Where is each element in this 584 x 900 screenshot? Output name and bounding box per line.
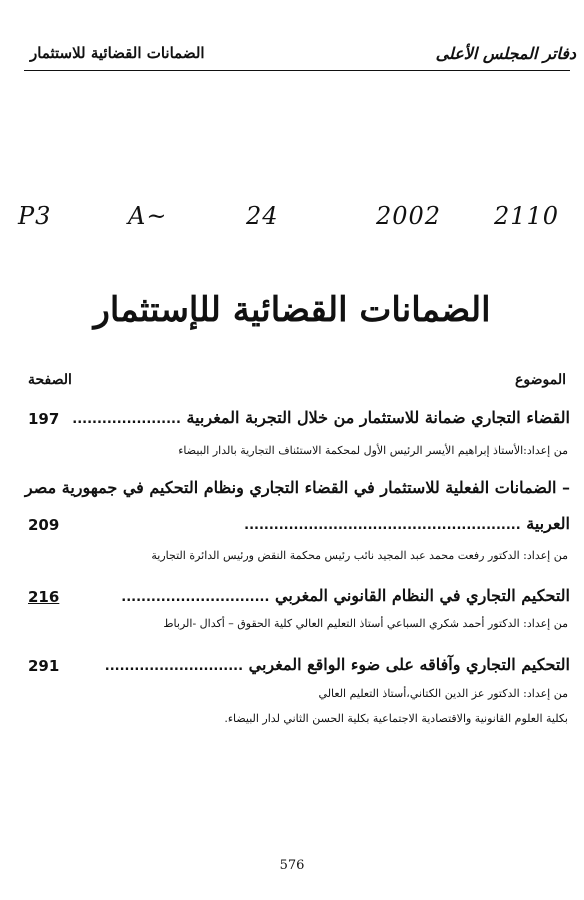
entry-1-author: من إعداد:الأستاذ إبراهيم الأيسر الرئيس الأول لمحكمة الاستئناف التجارية بالدار البيضاء [178,444,568,457]
entry-4-page: 291 [28,657,60,675]
entry-2-author: من إعداد: الدكتور رفعت محمد عبد المجيد نائب رئيس محكمة النقض ورئيس الدائرة التجارية [151,549,568,562]
handwritten-p: P3 [18,202,52,230]
handwritten-year: 2002 [376,202,442,230]
entry-4-author: من إعداد: الدكتور عز الدين الكتاني،أستاذ التعليم العالي [318,687,568,700]
entry-1-title: القضاء التجاري ضمانة للاستثمار من خلال التجربة المغربية ...................... [72,408,570,427]
handwritten-code: 2110 [494,202,560,230]
entry-2-title-cont: العربية ........................................................ [244,514,570,533]
handwritten-a: A~ [128,202,168,230]
running-title: الضمانات القضائية للاستثمار [30,44,205,62]
handwritten-num: 24 [246,202,279,230]
entry-3-page: 216 [28,588,60,606]
header-rule [24,70,570,71]
entry-3-title: التحكيم التجاري في النظام القانوني المغربي .............................. [121,586,570,605]
entry-3-author: من إعداد: الدكتور أحمد شكري السباعي أستاذ التعليم العالي كلية الحقوق – أكدال -الرباط [163,617,568,630]
page-number: 576 [279,858,305,873]
entry-2-page: 209 [28,516,60,534]
main-title: الضمانات القضائية للإستثمار [93,290,491,330]
page-column-heading: الصفحة [28,372,72,388]
entry-1-page: 197 [28,410,60,428]
entry-4-author-line2: بكلية العلوم القانونية والاقتصادية الاجتماعية بكلية الحسن الثاني لدار البيضاء. [224,712,568,725]
entry-4-title: التحكيم التجاري وآفاقه على ضوء الواقع المغربي ............................ [104,655,570,674]
journal-name: دفاتر المجلس الأعلى [435,44,576,63]
entry-2-title: – الضمانات الفعلية للاستثمار في القضاء التجاري ونظام التحكيم في جمهورية مصر [24,478,570,497]
subject-column-heading: الموضوع [515,372,566,388]
